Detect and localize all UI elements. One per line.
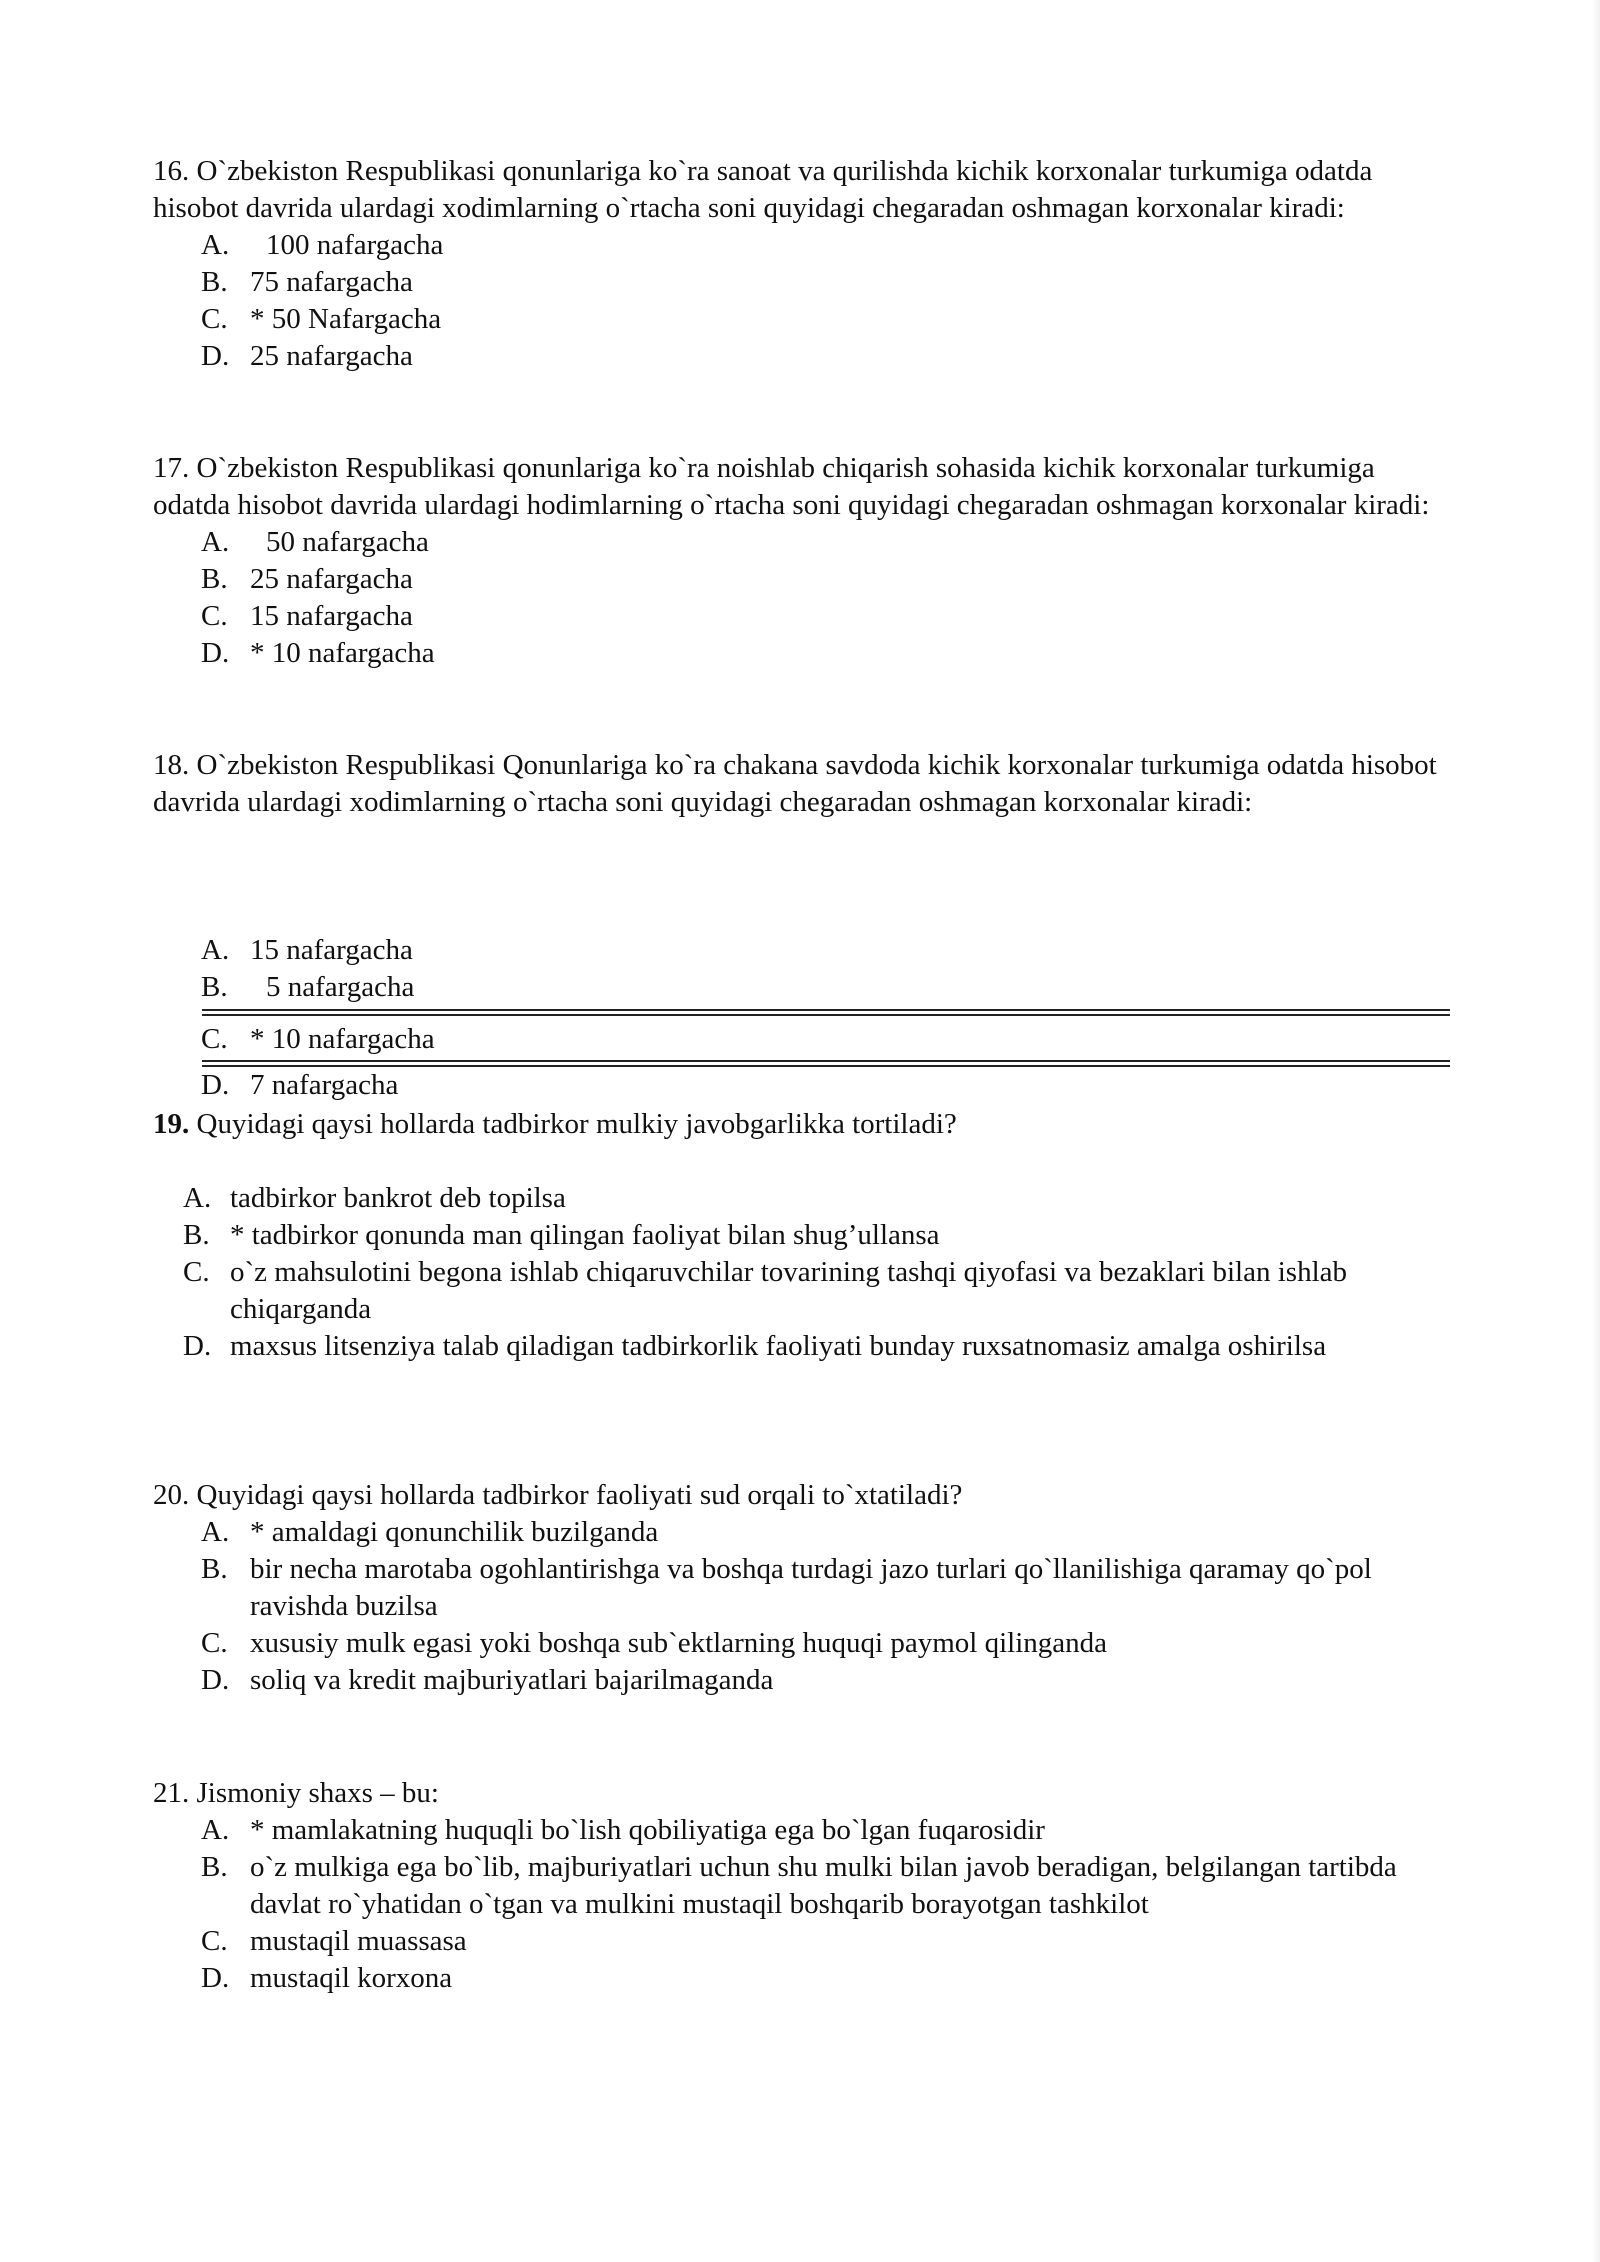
option-d — [153, 1067, 1550, 1104]
option-text: 100 nafargacha — [266, 229, 444, 261]
option-b — [153, 1849, 1453, 1923]
option-letter: C. — [201, 1023, 228, 1055]
option-a — [153, 1514, 1453, 1551]
question-17 — [153, 450, 1453, 672]
option-letter: D. — [201, 637, 230, 669]
option-letter: A. — [201, 934, 230, 966]
question-number: 20. — [153, 1479, 190, 1511]
option-text: soliq va kredit majburiyatlari bajarilmaganda — [250, 1664, 774, 1696]
option-c — [153, 598, 1453, 635]
double-rule-bottom — [202, 1060, 1450, 1067]
option-b — [153, 561, 1453, 598]
option-c — [153, 1923, 1453, 1960]
question-20 — [153, 1477, 1453, 1699]
option-text: * mamlakatning huquqli bo`lish qobiliyatiga ega bo`lgan fuqarosidir — [250, 1814, 1045, 1846]
option-text: 75 nafargacha — [250, 266, 413, 298]
option-letter: A. — [183, 1182, 212, 1214]
option-text: tadbirkor bankrot deb topilsa — [230, 1182, 566, 1214]
question-stem — [153, 450, 1453, 524]
option-letter: B. — [183, 1219, 210, 1251]
option-text: 15 nafargacha — [250, 600, 413, 632]
option-d — [153, 1960, 1453, 1997]
question-stem — [153, 153, 1453, 227]
option-letter: B. — [201, 1553, 228, 1585]
option-b — [153, 969, 1550, 1006]
option-letter: B. — [201, 563, 228, 595]
question-text: O`zbekiston Respublikasi qonunlariga ko`ra sanoat va qurilishda kichik korxonalar turkumiga odatda hisobot davrida ulardagi xodimlarning o`rtacha soni quyidagi chegaradan oshmagan korxonalar kiradi: — [153, 155, 1373, 224]
option-text: o`z mahsulotini begona ishlab chiqaruvchilar tovarining tashqi qiyofasi va bezaklari bilan ishlab chiqarganda — [230, 1256, 1347, 1325]
option-text: maxsus litsenziya talab qiladigan tadbirkorlik faoliyati bunday ruxsatnomasiz amalga oshirilsa — [230, 1330, 1327, 1362]
option-text: 25 nafargacha — [250, 340, 413, 372]
option-d — [153, 1328, 1453, 1365]
option-letter: D. — [183, 1330, 212, 1362]
option-letter: B. — [201, 971, 228, 1003]
option-letter: C. — [201, 1627, 228, 1659]
option-a — [153, 1812, 1453, 1849]
option-a — [153, 227, 1453, 264]
option-letter: B. — [201, 266, 228, 298]
question-19 — [153, 1106, 1453, 1365]
option-letter: A. — [201, 526, 230, 558]
option-text: 25 nafargacha — [250, 563, 413, 595]
option-d — [153, 338, 1453, 375]
option-text: 15 nafargacha — [250, 934, 413, 966]
question-number: 17. — [153, 452, 190, 484]
option-text: * 50 Nafargacha — [250, 303, 442, 335]
question-number: 18. — [153, 749, 190, 781]
option-letter: C. — [201, 600, 228, 632]
option-text: o`z mulkiga ega bo`lib, majburiyatlari uchun shu mulki bilan javob beradigan, belgilangan tartibda davlat ro`yhatidan o`tgan va mulkini mustaqil boshqarib borayotgan tashkilot — [250, 1851, 1397, 1920]
option-c — [153, 1254, 1453, 1328]
question-text: Jismoniy shaxs – bu: — [196, 1777, 439, 1809]
option-letter: D. — [201, 340, 230, 372]
option-text: mustaqil muassasa — [250, 1925, 467, 1957]
question-number: 16. — [153, 155, 190, 187]
option-b — [153, 264, 1453, 301]
option-text: * amaldagi qonunchilik buzilganda — [250, 1516, 659, 1548]
option-list — [153, 1180, 1453, 1365]
option-d — [153, 635, 1453, 672]
question-text: Quyidagi qaysi hollarda tadbirkor faoliyati sud orqali to`xtatiladi? — [196, 1479, 963, 1511]
option-letter: D. — [201, 1664, 230, 1696]
option-text: xususiy mulk egasi yoki boshqa sub`ektlarning huquqi paymol qilinganda — [250, 1627, 1108, 1659]
question-text: O`zbekiston Respublikasi Qonunlariga ko`ra chakana savdoda kichik korxonalar turkumiga odatda hisobot davrida ulardagi xodimlarning o`rtacha soni quyidagi chegaradan oshmagan korxonalar kiradi: — [153, 749, 1437, 818]
option-text: bir necha marotaba ogohlantirishga va boshqa turdagi jazo turlari qo`llanilishiga qaramay qo`pol ravishda buzilsa — [250, 1553, 1372, 1622]
question-stem — [153, 1477, 1453, 1514]
option-list — [153, 524, 1453, 672]
option-letter: A. — [201, 1516, 230, 1548]
option-c — [153, 301, 1453, 338]
question-number: 19. — [153, 1108, 190, 1140]
question-16 — [153, 153, 1453, 375]
question-stem — [153, 747, 1453, 821]
option-letter: D. — [201, 1069, 230, 1101]
question-stem — [153, 1775, 1453, 1812]
question-number: 21. — [153, 1777, 190, 1809]
question-18 — [153, 747, 1453, 1101]
option-d — [153, 1662, 1453, 1699]
option-text: * 10 nafargacha — [250, 637, 435, 669]
option-letter: B. — [201, 1851, 228, 1883]
option-letter: C. — [201, 1925, 228, 1957]
option-letter: A. — [201, 229, 230, 261]
option-letter: A. — [201, 1814, 230, 1846]
option-text: * tadbirkor qonunda man qilingan faoliyat bilan shug’ullansa — [230, 1219, 940, 1251]
option-a — [153, 524, 1453, 561]
question-text: Quyidagi qaysi hollarda tadbirkor mulkiy javobgarlikka tortiladi? — [196, 1108, 957, 1140]
option-text: 5 nafargacha — [266, 971, 415, 1003]
question-21 — [153, 1775, 1453, 1997]
option-b — [153, 1551, 1453, 1625]
double-rule-top — [202, 1009, 1450, 1016]
option-a — [153, 1180, 1453, 1217]
option-c — [153, 1625, 1453, 1662]
option-list — [153, 1514, 1453, 1699]
option-letter: C. — [183, 1256, 210, 1288]
question-stem — [153, 1106, 1453, 1143]
option-list — [153, 1812, 1453, 1997]
option-text: 50 nafargacha — [266, 526, 429, 558]
option-a — [153, 932, 1550, 969]
page-edge-shadow — [1592, 0, 1600, 2262]
question-text: O`zbekiston Respublikasi qonunlariga ko`ra noishlab chiqarish sohasida kichik korxonalar turkumiga odatda hisobot davrida ulardagi hodimlarning o`rtacha soni quyidagi chegaradan oshmagan korxonalar kiradi: — [153, 452, 1430, 521]
option-c — [153, 1021, 1550, 1058]
option-text: mustaqil korxona — [250, 1962, 453, 1994]
option-b — [153, 1217, 1453, 1254]
option-text: 7 nafargacha — [250, 1069, 399, 1101]
option-letter: C. — [201, 303, 228, 335]
option-text: * 10 nafargacha — [250, 1023, 435, 1055]
option-letter: D. — [201, 1962, 230, 1994]
option-list — [153, 227, 1453, 375]
